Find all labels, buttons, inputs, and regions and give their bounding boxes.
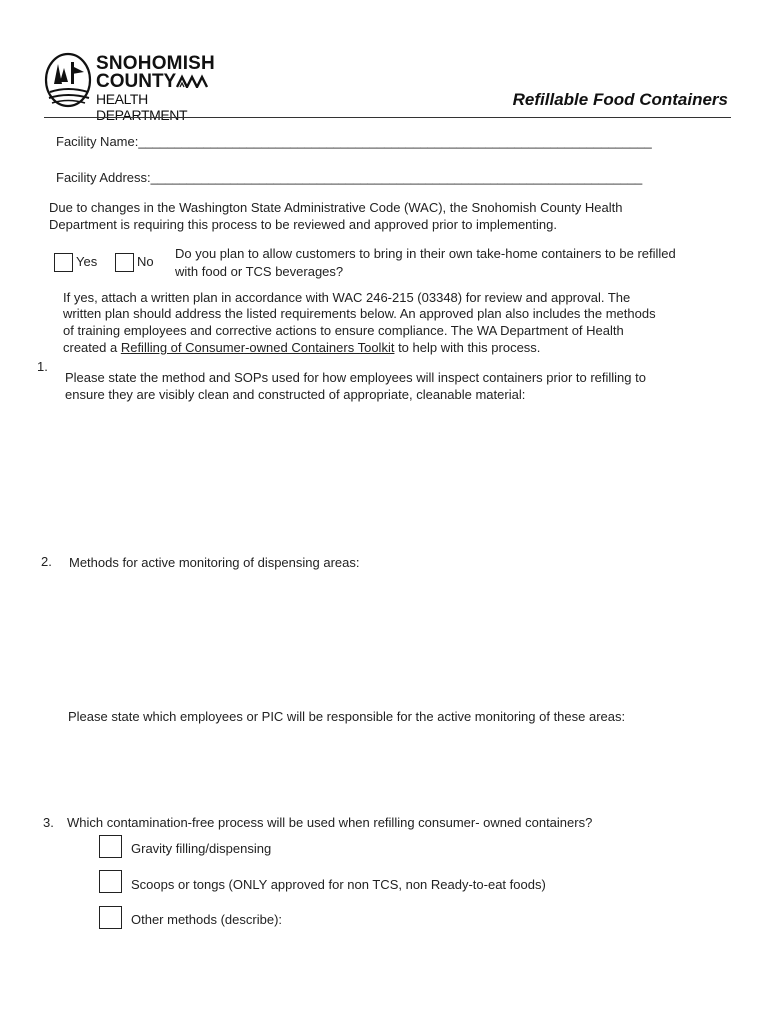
no-label: No: [137, 254, 154, 269]
item-2-number: 2.: [41, 554, 52, 569]
yes-checkbox[interactable]: [54, 253, 73, 272]
logo-line-county: COUNTY: [96, 71, 177, 92]
item-3-text: Which contamination-free process will be used when refilling consumer- owned containers?: [67, 815, 593, 830]
document-title: Refillable Food Containers: [512, 90, 728, 109]
instructions-line-4-after: to help with this process.: [394, 340, 541, 355]
intro-line-1: Due to changes in the Washington State Administrative Code (WAC), the Snohomish County Health: [49, 200, 623, 215]
logo-line-health-department: HEALTH DEPARTMENT: [96, 91, 188, 123]
item-3-number: 3.: [43, 815, 54, 830]
other-methods-checkbox[interactable]: [99, 906, 122, 929]
toolkit-link[interactable]: Refilling of Consumer-owned Containers Toolkit: [120, 340, 395, 355]
yes-label: Yes: [76, 254, 98, 269]
containers-question-line-1: Do you plan to allow customers to bring in their own take-home containers to be refilled: [175, 246, 676, 261]
item-2-answer-area[interactable]: [65, 578, 715, 698]
scoops-tongs-label: Scoops or tongs (ONLY approved for non TCS, non Ready-to-eat foods): [131, 877, 546, 892]
header-divider: [44, 117, 731, 118]
instructions-line-4: [63, 339, 540, 356]
facility-address-field[interactable]: Facility Address:____________________________________________________________________: [56, 170, 643, 185]
agency-logo: [44, 50, 215, 123]
item-2-text: Methods for active monitoring of dispensing areas:: [69, 555, 360, 570]
gravity-filling-label: Gravity filling/dispensing: [131, 841, 272, 856]
item-1-answer-area[interactable]: [65, 408, 715, 538]
no-checkbox[interactable]: [115, 253, 134, 272]
other-methods-label: Other methods (describe):: [131, 912, 283, 927]
item-1-line-1: Please state the method and SOPs used for how employees will inspect containers prior to refilling to: [65, 370, 646, 385]
intro-line-2: Department is requiring this process to be reviewed and approved prior to implementing.: [49, 217, 557, 232]
containers-question-line-2: with food or TCS beverages?: [175, 264, 344, 279]
logo-line-snohomish: SNOHOMISH: [96, 53, 215, 74]
item-1-number: 1.: [37, 359, 48, 374]
mountain-peaks-icon: [176, 74, 210, 88]
instructions-line-1: If yes, attach a written plan in accordance with WAC 246-215 (03348) for review and approval. The: [63, 290, 631, 305]
item-2-followup-answer-area[interactable]: [65, 730, 715, 800]
county-emblem-icon: [44, 52, 94, 110]
instructions-line-2: written plan should address the listed requirements below. An approved plan also includes the methods: [63, 306, 656, 321]
scoops-tongs-checkbox[interactable]: [99, 870, 122, 893]
instructions-line-3: of training employees and corrective actions to ensure compliance. The WA Department of Health: [63, 323, 624, 338]
item-2-followup: Please state which employees or PIC will be responsible for the active monitoring of these areas:: [68, 709, 626, 724]
gravity-filling-checkbox[interactable]: [99, 835, 122, 858]
item-1-line-2: ensure they are visibly clean and constructed of appropriate, cleanable material:: [65, 387, 526, 402]
instructions-line-4-before: created a: [63, 340, 121, 355]
facility-name-field[interactable]: Facility Name:_______________________________________________________________________: [56, 134, 652, 149]
